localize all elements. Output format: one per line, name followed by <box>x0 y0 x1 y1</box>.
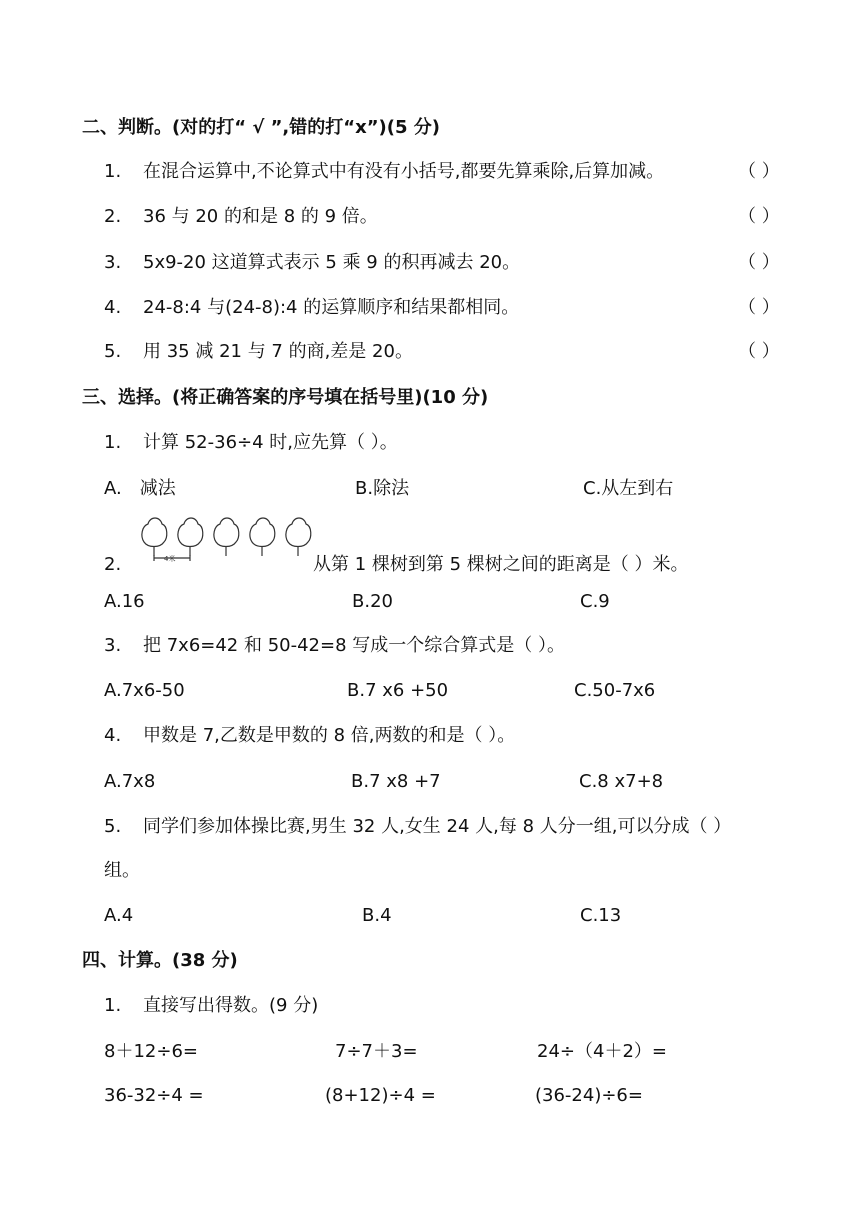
calc-item-6: (36-24)÷6= <box>535 1085 643 1106</box>
calc-1-number: 1. <box>104 995 122 1016</box>
choice-4-option-c[interactable]: C.8 x7+8 <box>579 771 664 792</box>
choice-2-option-b[interactable]: B.20 <box>352 591 393 612</box>
judge-5-answer-paren[interactable]: （ ） <box>738 341 780 362</box>
choice-1-option-a[interactable]: A. 减法 <box>104 478 176 499</box>
judge-1-answer-paren[interactable]: （ ） <box>738 161 780 182</box>
choice-1-option-b[interactable]: B.除法 <box>355 478 410 499</box>
choice-1-number: 1. <box>104 432 122 453</box>
trees-illustration <box>140 512 315 568</box>
choice-2-number: 2. <box>104 554 122 575</box>
calc-item-3: 24÷（4＋2）= <box>537 1041 667 1062</box>
judge-2-number: 2. <box>104 206 122 227</box>
choice-4-number: 4. <box>104 725 122 746</box>
judge-4-text: 24-8:4 与(24-8):4 的运算顺序和结果都相同。 <box>143 297 520 318</box>
judge-2-text: 36 与 20 的和是 8 的 9 倍。 <box>143 206 378 227</box>
choice-3-option-b[interactable]: B.7 x6 +50 <box>347 680 449 701</box>
choice-3-option-c[interactable]: C.50-7x6 <box>574 680 656 701</box>
section-2-title: 二、判断。(对的打“ √ ”,错的打“x”)(5 分) <box>82 117 441 138</box>
choice-5-text: 同学们参加体操比赛,男生 32 人,女生 24 人,每 8 人分一组,可以分成（ ） <box>143 816 732 837</box>
judge-3-number: 3. <box>104 252 122 273</box>
choice-3-number: 3. <box>104 635 122 656</box>
choice-4-option-b[interactable]: B.7 x8 +7 <box>351 771 441 792</box>
calc-item-2: 7÷7＋3= <box>335 1041 418 1062</box>
choice-2-option-c[interactable]: C.9 <box>580 591 610 612</box>
choice-3-text: 把 7x6=42 和 50-42=8 写成一个综合算式是（ ）。 <box>143 635 565 656</box>
calc-item-4: 36-32÷4 = <box>104 1085 204 1106</box>
choice-5-option-b[interactable]: B.4 <box>362 905 392 926</box>
choice-4-text: 甲数是 7,乙数是甲数的 8 倍,两数的和是（ ）。 <box>143 725 516 746</box>
choice-1-option-c[interactable]: C.从左到右 <box>583 478 674 499</box>
choice-2-text: 从第 1 棵树到第 5 棵树之间的距离是（ ）米。 <box>313 554 689 575</box>
calc-item-1: 8＋12÷6= <box>104 1041 198 1062</box>
section-4-title: 四、计算。(38 分) <box>82 950 238 971</box>
calc-item-5: (8+12)÷4 = <box>325 1085 436 1106</box>
choice-2-option-a[interactable]: A.16 <box>104 591 145 612</box>
section-3-title: 三、选择。(将正确答案的序号填在括号里)(10 分) <box>82 387 489 408</box>
judge-5-text: 用 35 减 21 与 7 的商,差是 20。 <box>143 341 413 362</box>
choice-5-number: 5. <box>104 816 122 837</box>
judge-4-number: 4. <box>104 297 122 318</box>
judge-5-number: 5. <box>104 341 122 362</box>
judge-4-answer-paren[interactable]: （ ） <box>738 297 780 318</box>
choice-1-text: 计算 52-36÷4 时,应先算（ ）。 <box>143 432 398 453</box>
calc-1-text: 直接写出得数。(9 分) <box>143 995 319 1016</box>
choice-5-option-c[interactable]: C.13 <box>580 905 622 926</box>
choice-5-text-continued: 组。 <box>104 860 140 881</box>
choice-5-option-a[interactable]: A.4 <box>104 905 134 926</box>
judge-1-text: 在混合运算中,不论算式中有没有小括号,都要先算乘除,后算加减。 <box>143 161 665 182</box>
judge-1-number: 1. <box>104 161 122 182</box>
judge-3-text: 5x9-20 这道算式表示 5 乘 9 的积再减去 20。 <box>143 252 521 273</box>
choice-3-option-a[interactable]: A.7x6-50 <box>104 680 185 701</box>
judge-2-answer-paren[interactable]: （ ） <box>738 206 780 227</box>
tree-distance-label: 4米 <box>164 555 176 563</box>
judge-3-answer-paren[interactable]: （ ） <box>738 252 780 273</box>
choice-4-option-a[interactable]: A.7x8 <box>104 771 156 792</box>
